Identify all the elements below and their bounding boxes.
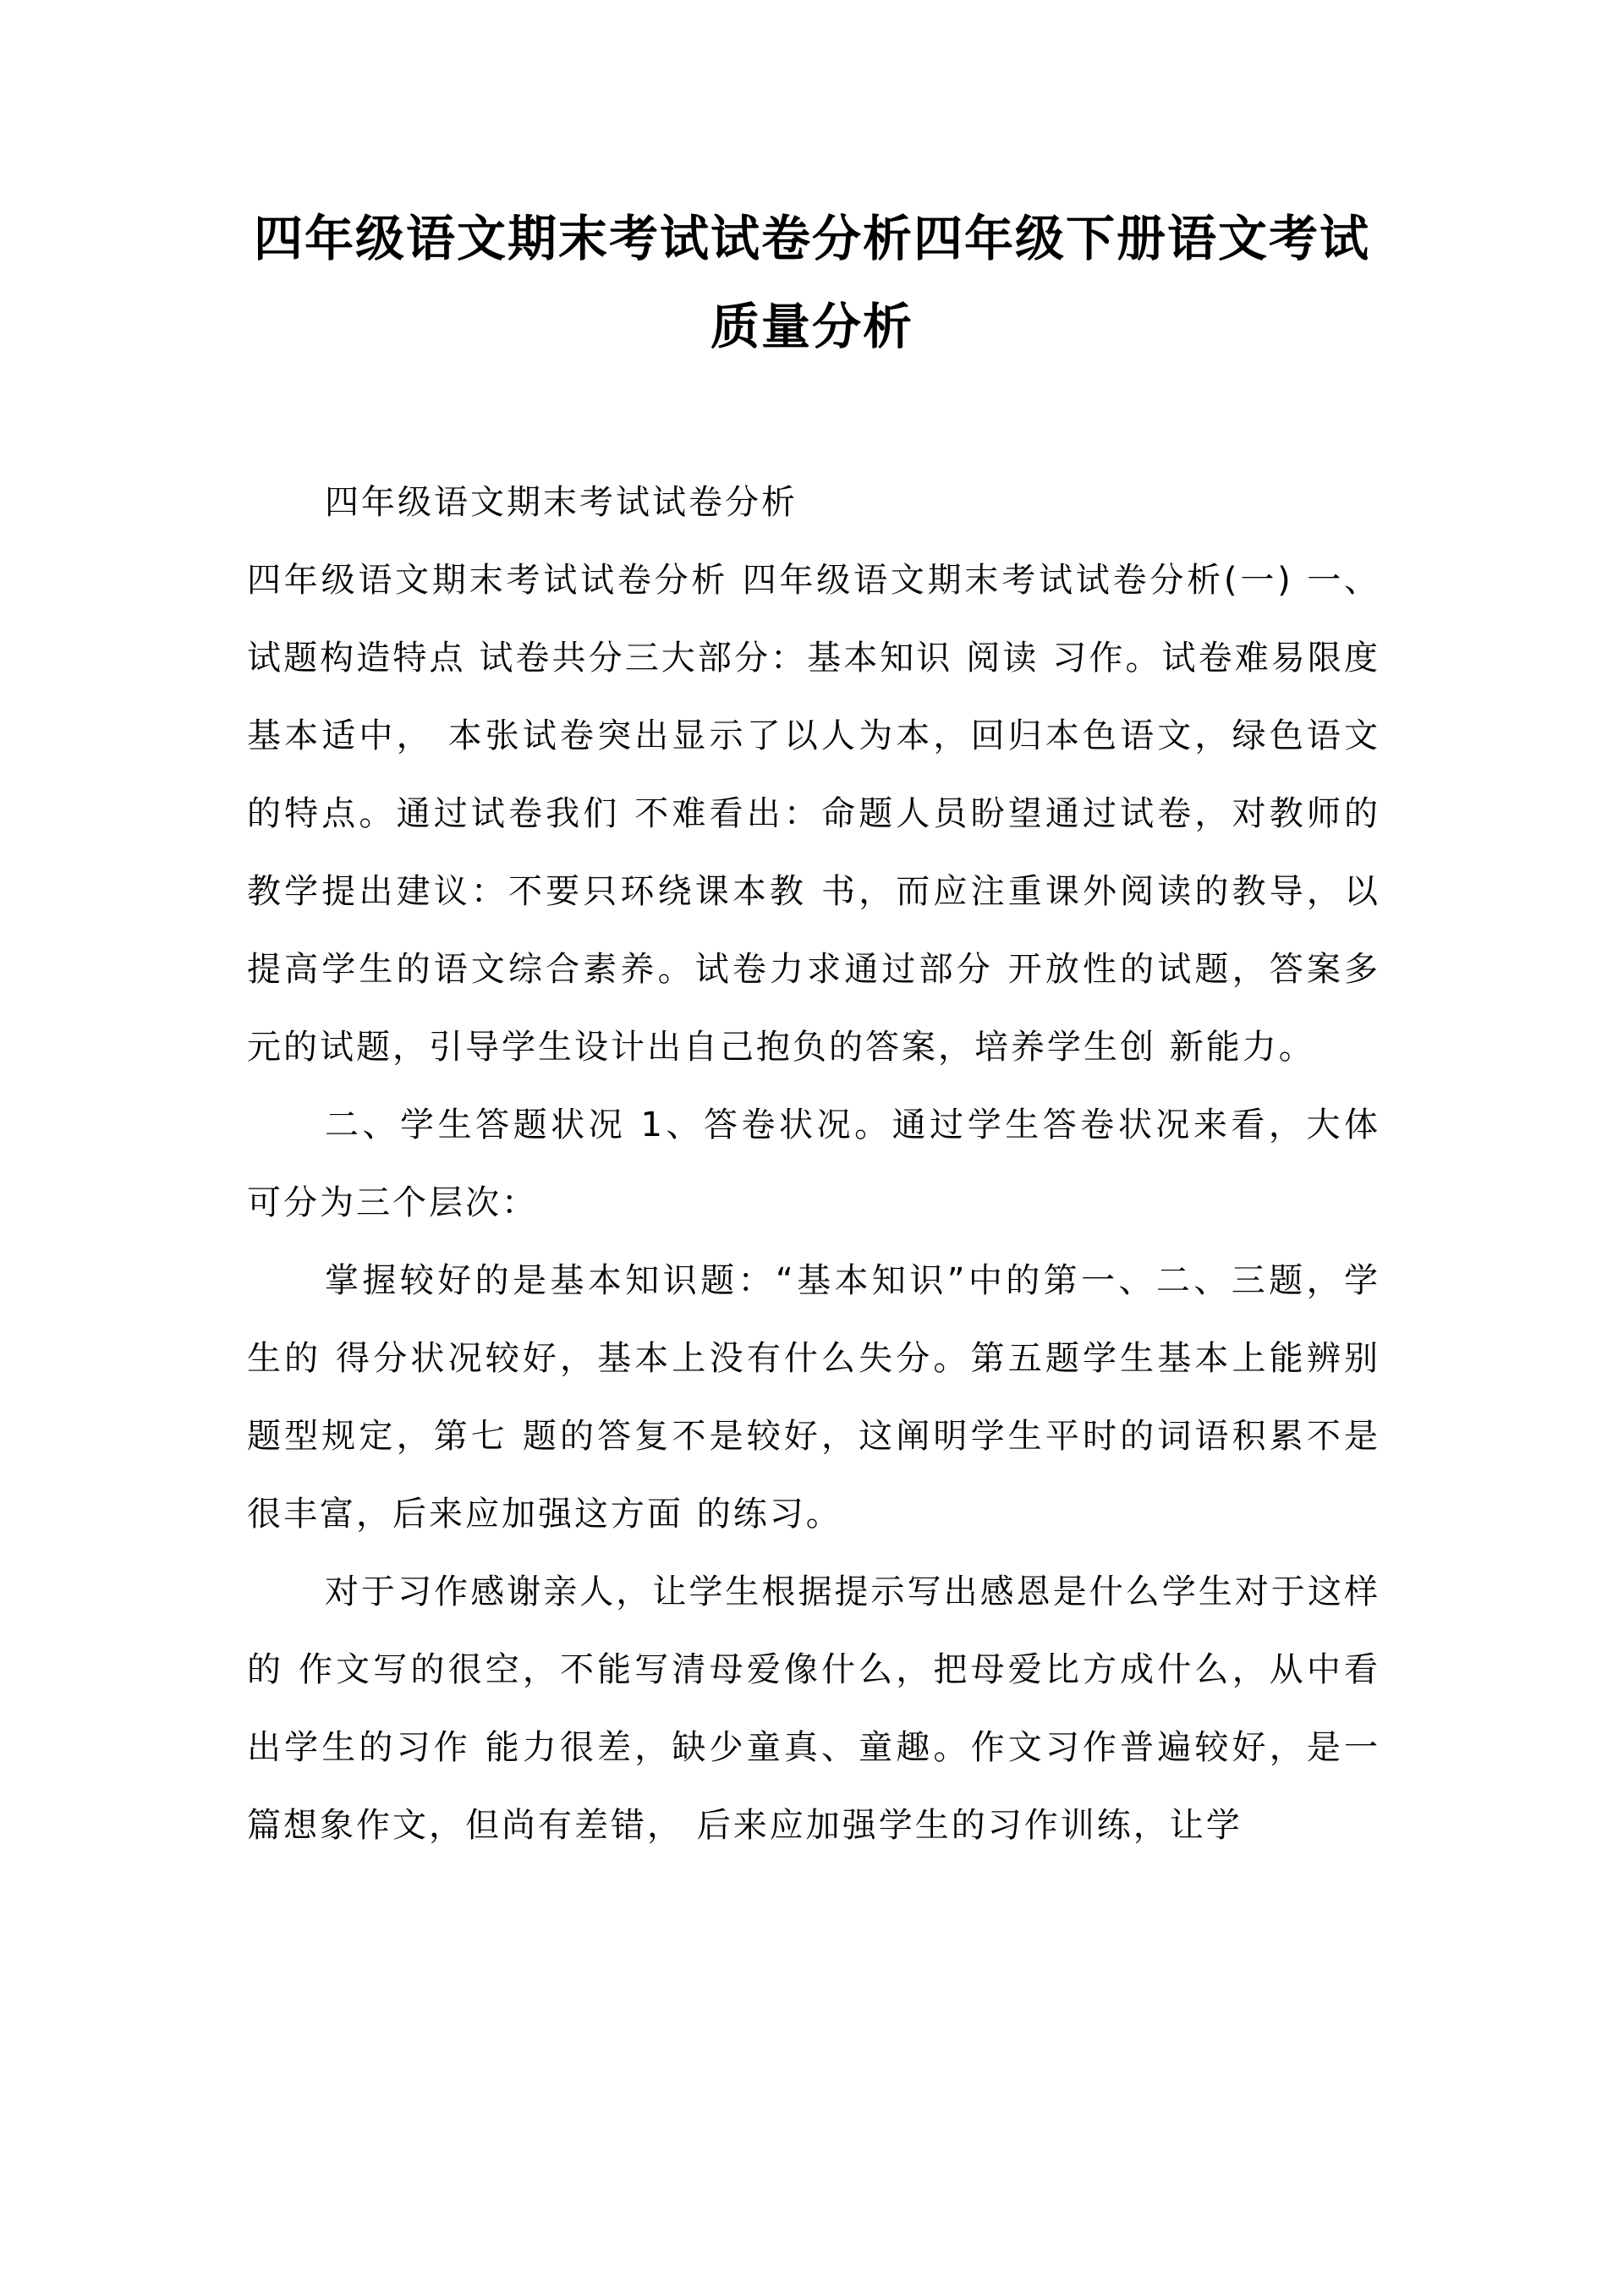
paragraph-subtitle: 四年级语文期末考试试卷分析 [325,483,798,522]
paragraph-composition: 对于习作感谢亲人，让学生根据提示写出感恩是什么学生对于这样的 作文写的很空，不能写清母爱像什么，把母爱比方成什么，从中看出学生的习作 能力很差，缺少童真、童趣。作文习作普遍较好，是一篇想象作文，但尚有差错， 后来应加强学生的习作训练，让学 [247,1572,1380,1845]
paragraph-structure: 四年级语文期末考试试卷分析 四年级语文期末考试试卷分析(一) 一、试题构造特点 试卷共分三大部分：基本知识 阅读 习作。试卷难易限度基本适中， 本张试卷突出显示了以人为本，回归本色语文，绿色语文的特点。通过试卷我们 不难看出：命题人员盼望通过试卷，对教师的教学提出建议：不要只环绕课本教 书，而应注重课外阅读的教导，以提高学生的语文综合素养。试卷力求通过部分 开放性的试题，答案多元的试题，引导学生设计出自己抱负的答案，培养学生创 新能力。 [247,561,1380,1067]
paragraph-answer-status: 二、学生答题状况 1、答卷状况。通过学生答卷状况来看，大体可分为三个层次： [247,1106,1380,1222]
title-line-1: 四年级语文期末考试试卷分析四年级下册语文考试 [253,210,1370,267]
paragraph-basic-knowledge: 掌握较好的是基本知识题：“基本知识”中的第一、二、三题，学生的 得分状况较好，基本上没有什么失分。第五题学生基本上能辨别题型规定，第七 题的答复不是较好，这阐明学生平时的词语积累不是很丰富，后来应加强这方面 的练习。 [247,1261,1380,1534]
document-body [247,464,1380,1864]
document-title [220,195,1404,370]
title-line-2: 质量分析 [710,298,914,355]
